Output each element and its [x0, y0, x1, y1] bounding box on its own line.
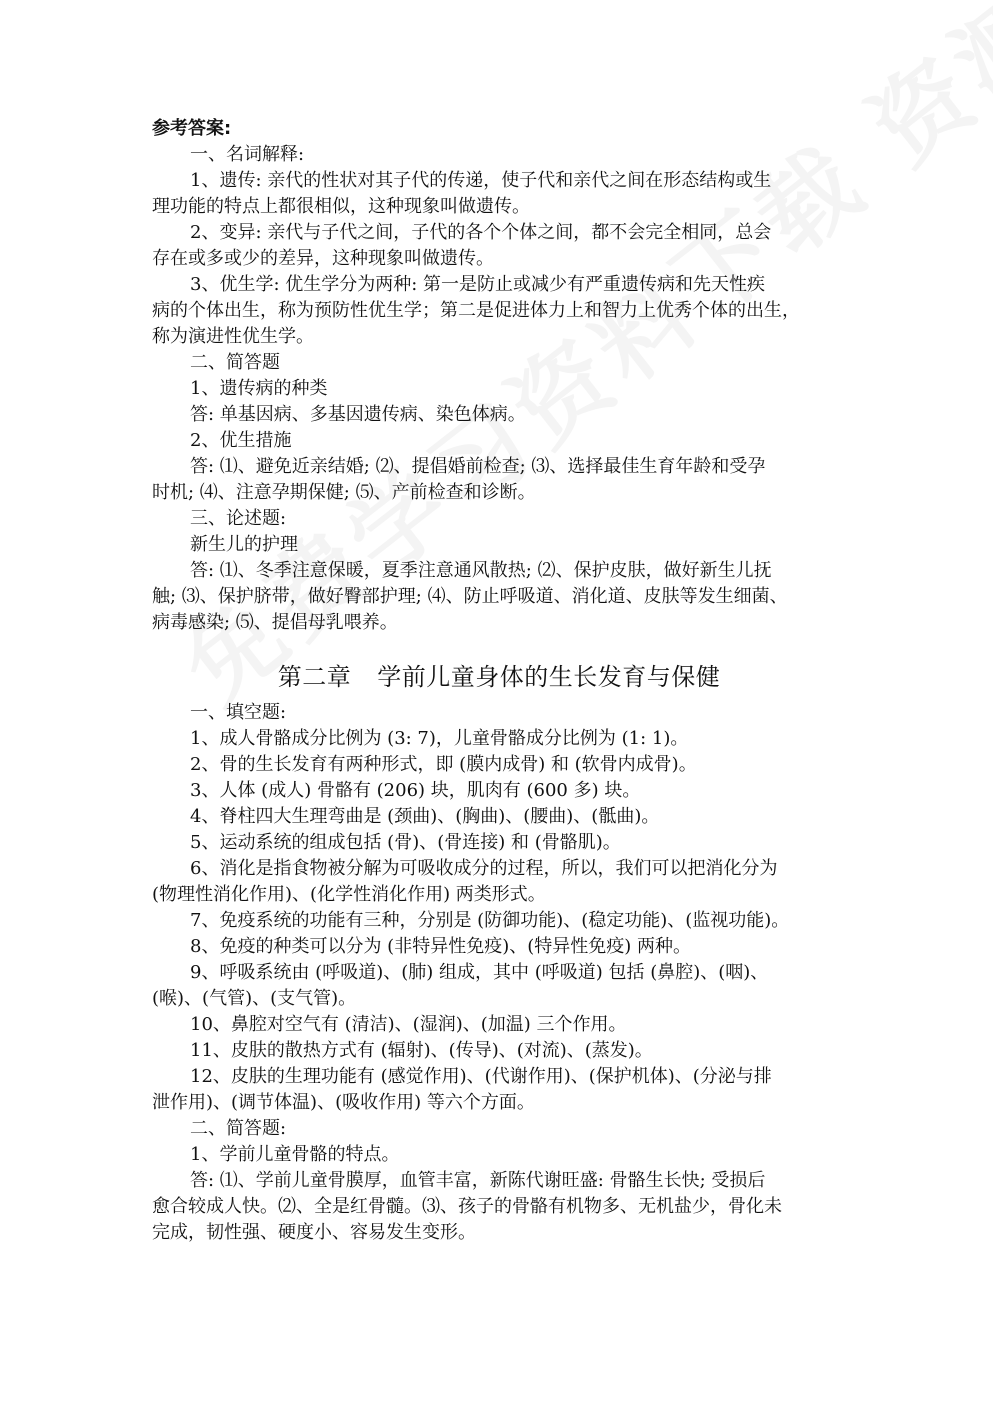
answer-line: 答: 单基因病、多基因遗传病、染色体病。	[190, 404, 526, 425]
fill-item: 泄作用)、(调节体温)、(吸收作用) 等六个方面。	[152, 1092, 535, 1113]
answer-line: 完成，韧性强、硬度小、容易发生变形。	[152, 1222, 476, 1243]
fill-item: 10、鼻腔对空气有 (清洁)、(湿润)、(加温) 三个作用。	[190, 1014, 627, 1035]
chapter-label: 第二章	[277, 663, 352, 691]
paragraph-line: 存在或多或少的差异，这种现象叫做遗传。	[152, 248, 494, 269]
question: 2、优生措施	[190, 430, 292, 451]
section-title: 一、填空题:	[190, 702, 287, 723]
section-title: 三、论述题:	[190, 508, 287, 529]
section-title: 一、名词解释:	[190, 144, 305, 165]
fill-item: 4、脊柱四大生理弯曲是 (颈曲)、(胸曲)、(腰曲)、(骶曲)。	[190, 806, 660, 827]
fill-item: (物理性消化作用)、(化学性消化作用) 两类形式。	[152, 884, 546, 905]
document-page	[152, 116, 846, 1246]
paragraph-line: 称为演进性优生学。	[152, 326, 314, 347]
fill-item: 2、骨的生长发育有两种形式，即 (膜内成骨) 和 (软骨内成骨)。	[190, 754, 697, 775]
paragraph-line: 3、优生学: 优生学分为两种: 第一是防止或减少有严重遗传病和先天性疾	[190, 274, 766, 295]
section-title: 二、简答题	[190, 352, 280, 373]
question: 1、遗传病的种类	[190, 378, 328, 399]
fill-item: 11、皮肤的散热方式有 (辐射)、(传导)、(对流)、(蒸发)。	[190, 1040, 653, 1061]
answer-line: 答: ⑴、学前儿童骨膜厚，血管丰富，新陈代谢旺盛: 骨骼生长快; 受损后	[190, 1170, 766, 1191]
fill-item: 1、成人骨骼成分比例为 (3: 7)，儿童骨骼成分比例为 (1: 1)。	[190, 728, 689, 749]
fill-item: 12、皮肤的生理功能有 (感觉作用)、(代谢作用)、(保护机体)、(分泌与排	[190, 1066, 772, 1087]
paragraph-line: 理功能的特点上都很相似，这种现象叫做遗传。	[152, 196, 530, 217]
paragraph-line: 1、遗传: 亲代的性状对其子代的传递，使子代和亲代之间在形态结构或生	[190, 170, 772, 191]
answer-line: 时机; ⑷、注意孕期保健; ⑸、产前检查和诊断。	[152, 482, 536, 503]
chapter-name: 学前儿童身体的生长发育与保健	[377, 663, 721, 691]
answer-line: 触; ⑶、保护脐带，做好臀部护理; ⑷、防止呼吸道、消化道、皮肤等发生细菌、	[152, 586, 788, 607]
answer-line: 答: ⑴、避免近亲结婚; ⑵、提倡婚前检查; ⑶、选择最佳生育年龄和受孕	[190, 456, 766, 477]
paragraph-line: 2、变异: 亲代与子代之间，子代的各个个体之间，都不会完全相同，总会	[190, 222, 772, 243]
fill-item: 6、消化是指食物被分解为可吸收成分的过程，所以，我们可以把消化分为	[190, 858, 778, 879]
section-title: 二、简答题:	[190, 1118, 287, 1139]
paragraph-line: 病的个体出生，称为预防性优生学；第二是促进体力上和智力上优秀个体的出生，	[152, 300, 800, 321]
question: 1、学前儿童骨骼的特点。	[190, 1144, 400, 1165]
answer-line: 答: ⑴、冬季注意保暖，夏季注意通风散热; ⑵、保护皮肤，做好新生儿抚	[190, 560, 772, 581]
fill-item: 5、运动系统的组成包括 (骨)、(骨连接) 和 (骨骼肌)。	[190, 832, 621, 853]
fill-item: 7、免疫系统的功能有三种，分别是 (防御功能)、(稳定功能)、(监视功能)。	[190, 910, 790, 931]
question: 新生儿的护理	[190, 534, 298, 555]
answers-heading: 参考答案:	[152, 118, 232, 139]
fill-item: 9、呼吸系统由 (呼吸道)、(肺) 组成，其中 (呼吸道) 包括 (鼻腔)、(咽)、	[190, 962, 769, 983]
answer-line: 愈合较成人快。⑵、全是红骨髓。⑶、孩子的骨骼有机物多、无机盐少，骨化未	[152, 1196, 782, 1217]
fill-item: 3、人体 (成人) 骨骼有 (206) 块，肌肉有 (600 多) 块。	[190, 780, 641, 801]
fill-item: 8、免疫的种类可以分为 (非特异性免疫)、(特异性免疫) 两种。	[190, 936, 691, 957]
chapter-title	[152, 660, 846, 694]
fill-item: (喉)、(气管)、(支气管)。	[152, 988, 357, 1009]
answer-line: 病毒感染; ⑸、提倡母乳喂养。	[152, 612, 398, 633]
